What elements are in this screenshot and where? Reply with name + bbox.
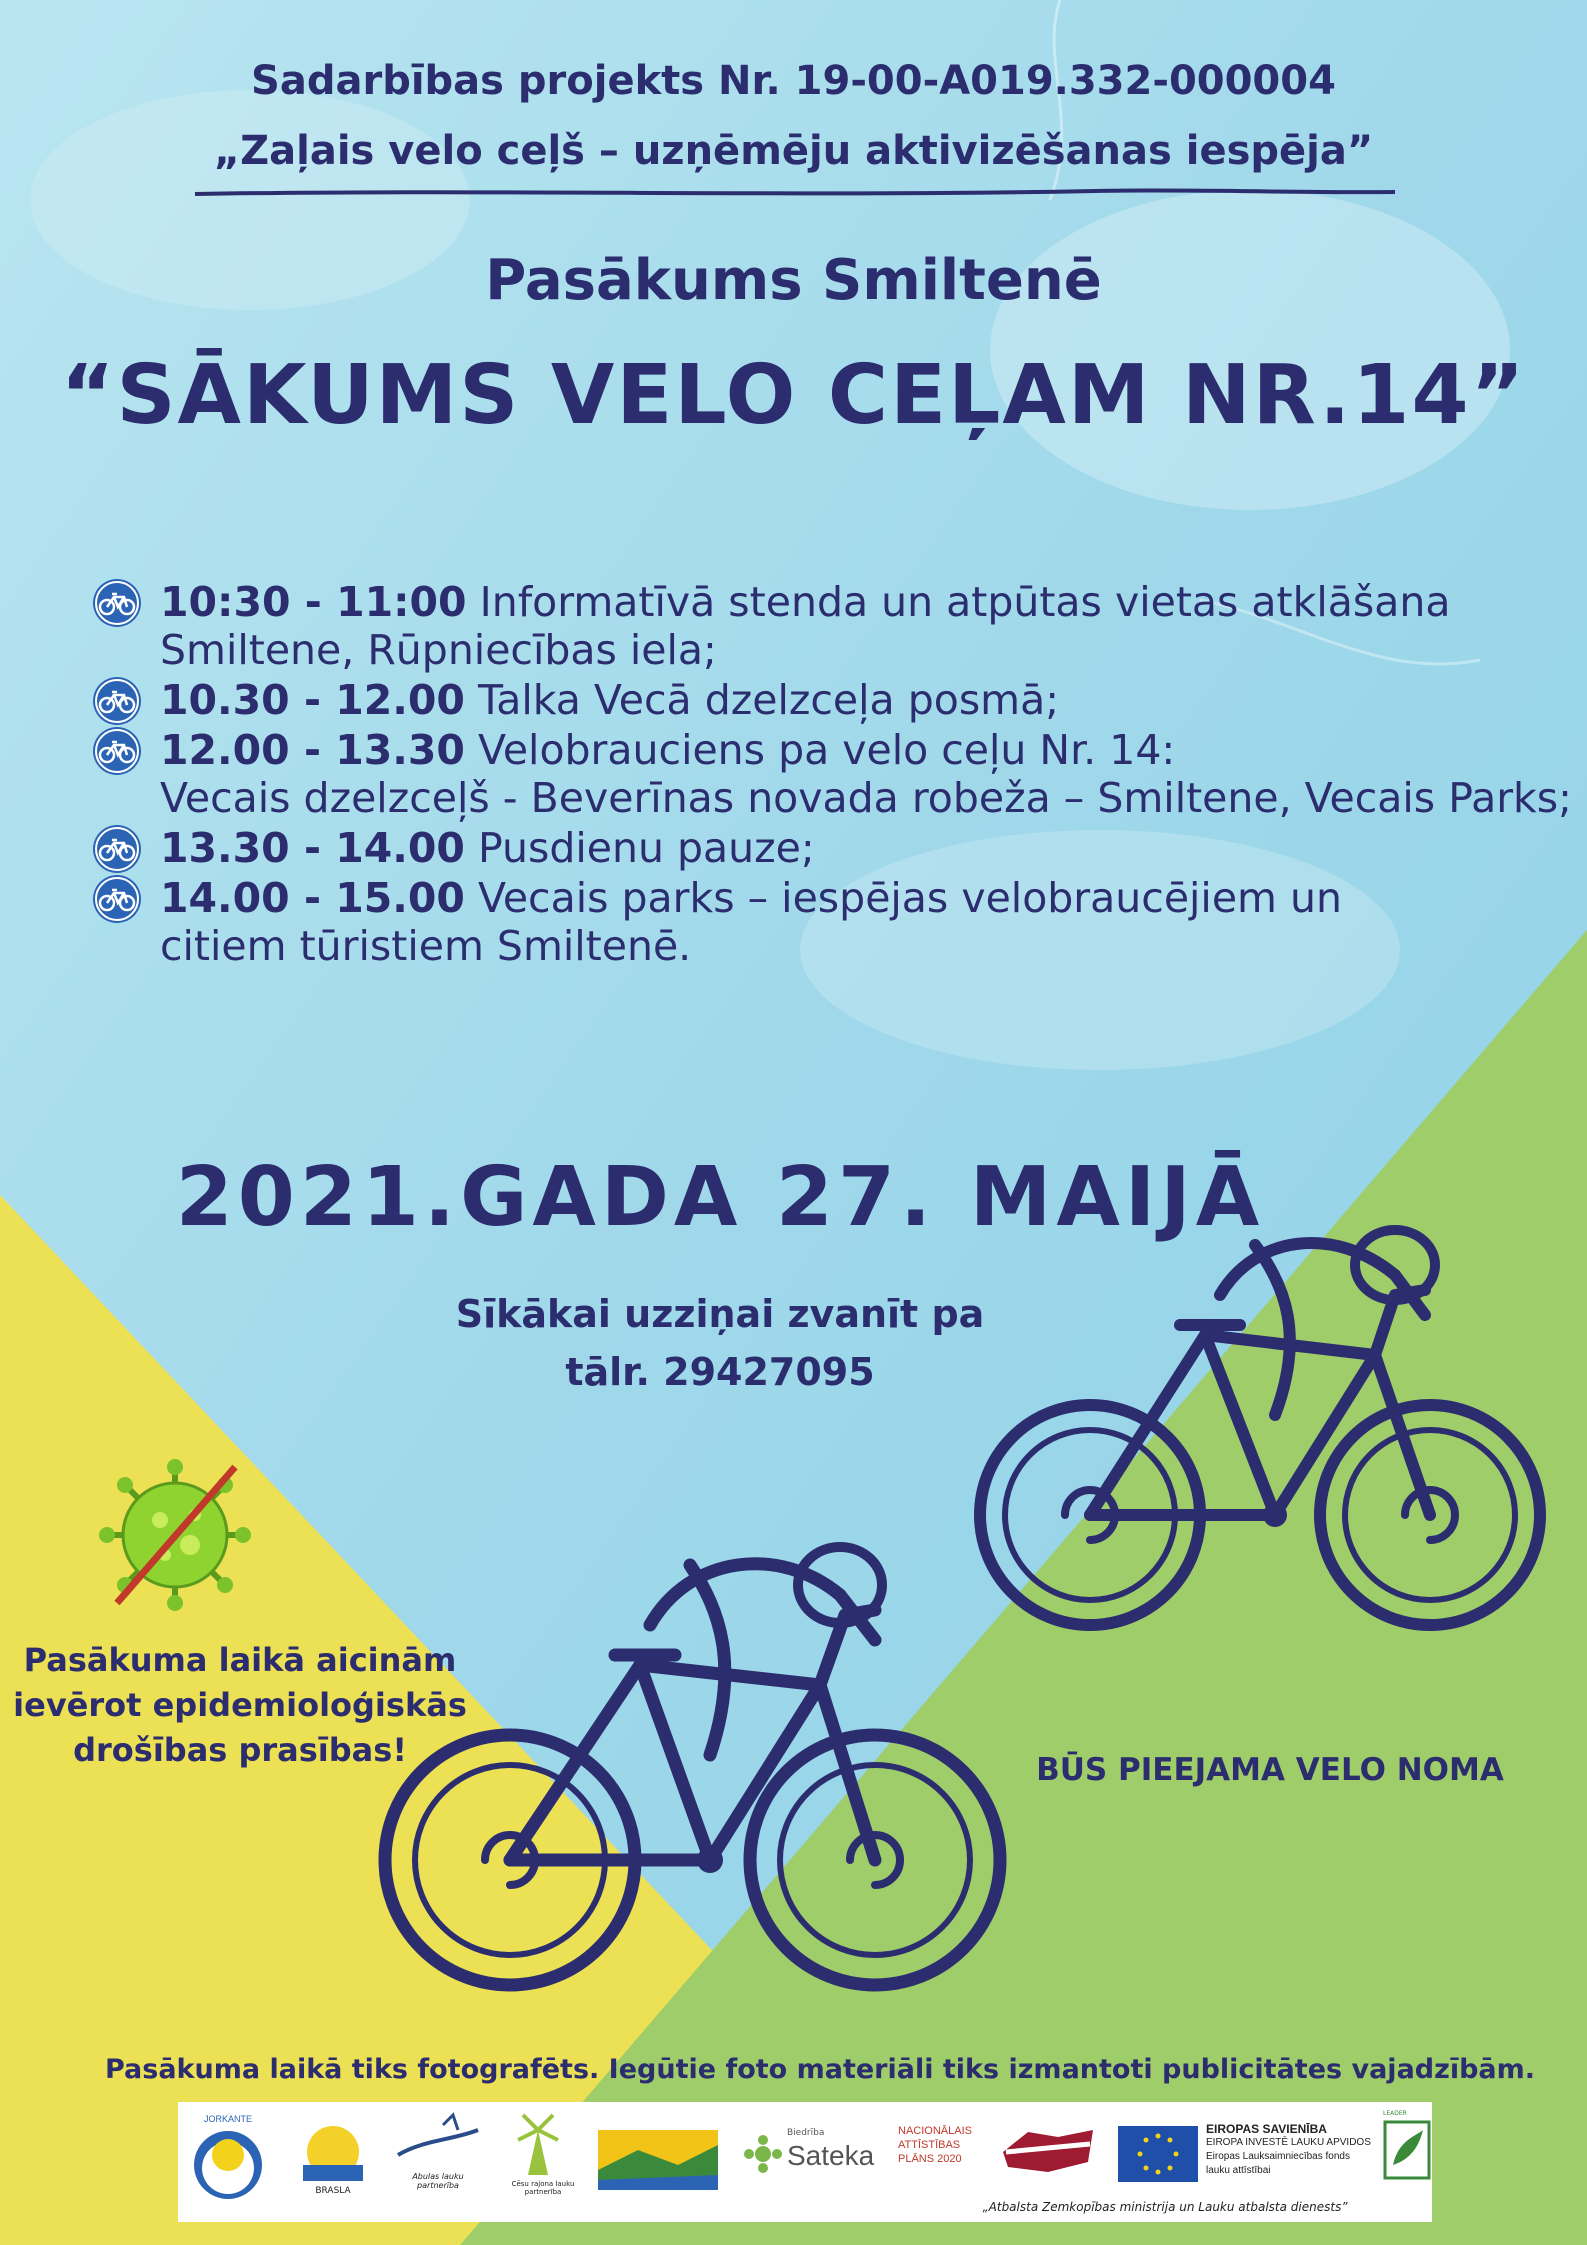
event-subtitle: Pasākums Smiltenē xyxy=(485,248,1102,313)
jorkante-label: JORKANTE xyxy=(203,2114,252,2124)
eu-logo xyxy=(1118,2110,1378,2214)
jorkante-logo xyxy=(188,2110,268,2214)
bicycle-sign-icon xyxy=(92,578,142,628)
bicycle-sign-icon xyxy=(92,874,142,924)
nap-line: NACIONĀLAIS xyxy=(898,2125,972,2137)
bicycle-sign-icon xyxy=(92,824,142,874)
support-footnote: „Atbalsta Zemkopības ministrija un Lauku atbalsta dienests” xyxy=(982,2200,1348,2214)
schedule-time: 14.00 - 15.00 xyxy=(160,874,465,922)
leader-logo xyxy=(1383,2110,1431,2214)
cyclist-illustration xyxy=(370,1515,1020,1995)
contact-info xyxy=(420,1285,1020,1401)
leader-label: LEADER xyxy=(1383,2110,1407,2117)
event-date: 2021.GADA 27. MAIJĀ xyxy=(175,1150,1265,1245)
covid-line: ievērot epidemioloģiskās xyxy=(13,1686,467,1724)
project-number: Sadarbības projekts Nr. 19-00-A019.332-000004 xyxy=(251,58,1336,104)
landscape-logo xyxy=(598,2110,718,2214)
contact-line: Sīkākai uzziņai zvanīt pa xyxy=(455,1292,985,1336)
brasla-logo xyxy=(293,2110,373,2214)
bike-rental-notice: BŪS PIEEJAMA VELO NOMA xyxy=(1036,1752,1504,1788)
project-name: „Zaļais velo ceļš – uzņēmēju aktivizēšanas iespēja” xyxy=(213,128,1374,174)
bicycle-sign-icon xyxy=(92,676,142,726)
eu-line: Eiropas Lauksaimniecības fonds xyxy=(1206,2151,1350,2162)
nap-line: ATTĪSTĪBAS xyxy=(898,2139,961,2151)
schedule-time: 13.30 - 14.00 xyxy=(160,824,465,872)
event-title: “SĀKUMS VELO CEĻAM NR.14” xyxy=(60,348,1527,443)
sateka-small: Biedrība xyxy=(787,2128,825,2138)
schedule-text-cont: citiem tūristiem Smiltenē. xyxy=(160,922,692,970)
abula-logo xyxy=(393,2110,483,2214)
sateka-label: Sateka xyxy=(787,2140,875,2171)
nap2020-logo xyxy=(898,2110,1108,2214)
covid-line: Pasākuma laikā aicinām xyxy=(23,1641,457,1679)
eu-line: EIROPAS SAVIENĪBA xyxy=(1206,2122,1327,2136)
schedule-item xyxy=(92,676,1572,724)
eu-line: lauku attīstībai xyxy=(1206,2165,1271,2176)
abula-label: Abulas lauku partnerība xyxy=(412,2172,464,2190)
schedule-text: Velobrauciens pa velo ceļu Nr. 14: xyxy=(464,726,1176,774)
cyclist-illustration xyxy=(955,1215,1565,1635)
schedule-item xyxy=(92,874,1572,970)
contact-phone: tālr. 29427095 xyxy=(565,1350,875,1394)
no-virus-icon xyxy=(95,1455,255,1615)
bicycle-sign-icon xyxy=(92,726,142,776)
photo-notice: Pasākuma laikā tiks fotografēts. Iegūtie foto materiāli tiks izmantoti publicitātes vajadzībām. xyxy=(104,2054,1536,2085)
eu-line: EIROPA INVESTĒ LAUKU APVIDOS xyxy=(1206,2137,1371,2148)
covid-line: drošības prasības! xyxy=(73,1731,407,1769)
brasla-label: BRASLA xyxy=(315,2186,351,2196)
schedule-list xyxy=(92,578,1572,972)
cesu-label: Cēsu rajona lauku partnerība xyxy=(511,2180,575,2196)
schedule-item xyxy=(92,726,1572,822)
schedule-text-cont: Smiltene, Rūpniecības iela; xyxy=(160,626,717,674)
schedule-text: Informatīvā stenda un atpūtas vietas atklāšana xyxy=(466,578,1451,626)
schedule-time: 10.30 - 12.00 xyxy=(160,676,465,724)
cesu-logo xyxy=(508,2110,578,2214)
schedule-item xyxy=(92,578,1572,674)
schedule-time: 10:30 - 11:00 xyxy=(160,578,467,626)
schedule-time: 12.00 - 13.30 xyxy=(160,726,465,774)
schedule-text-cont: Vecais dzelzceļš - Beverīnas novada robeža – Smiltene, Vecais Parks; xyxy=(160,774,1572,822)
schedule-text: Vecais parks – iespējas velobraucējiem un xyxy=(464,874,1342,922)
nap-line: PLĀNS 2020 xyxy=(898,2153,962,2165)
schedule-text: Pusdienu pauze; xyxy=(464,824,815,872)
schedule-item xyxy=(92,824,1572,872)
schedule-text: Talka Vecā dzelzceļa posmā; xyxy=(464,676,1060,724)
header-divider xyxy=(195,185,1395,201)
sateka-logo xyxy=(743,2110,883,2214)
